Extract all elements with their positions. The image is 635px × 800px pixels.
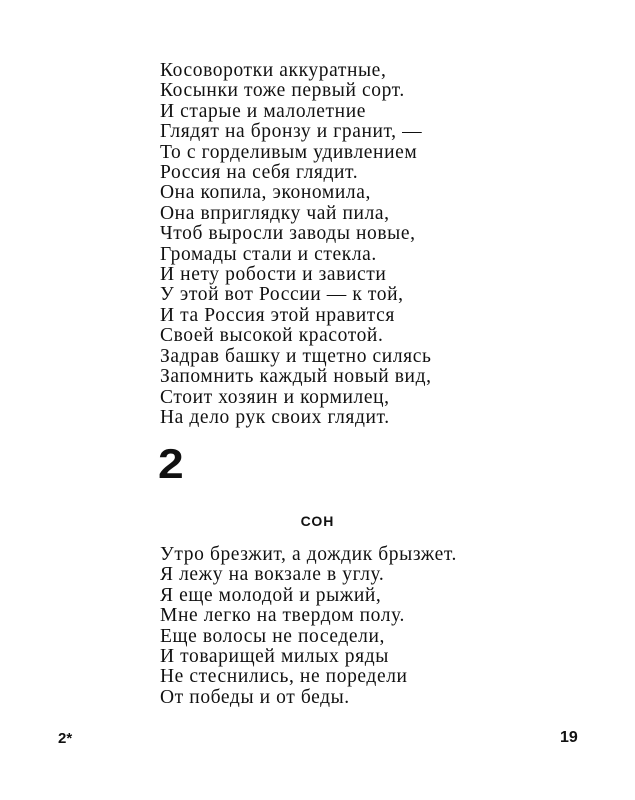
poem-line: Утро брезжит, а дождик брызжет. [160,544,457,565]
poem-line: Своей высокой красотой. [160,325,384,347]
poem-line: Мне легко на твердом полу. [160,605,405,627]
poem-line: Она копила, экономила, [160,182,371,204]
poem-line: У этой вот России — к той, [160,284,404,306]
page-number: 19 [560,729,578,746]
poem-line: Россия на себя глядит. [160,162,359,184]
poem-line: И товарищей милых ряды [160,646,389,668]
printer-signature-mark: 2* [58,730,73,747]
poem-line: Еще волосы не поседели, [160,625,385,647]
poem-line: Громады стали и стекла. [160,243,377,265]
poem-stanza-2 [160,545,457,708]
section-number: 2 [158,440,184,487]
poem-line: Глядят на бронзу и гранит, — [160,121,423,143]
poem-line: Косынки тоже первый сорт. [160,80,405,102]
poem-title: СОН [300,513,335,529]
poem-line: На дело рук своих глядит. [160,406,390,428]
poem-line: Она вприглядку чай пила, [160,202,390,224]
poem-line: То с горделивым удивлением [160,141,418,163]
poem-line: Я еще молодой и рыжий, [160,584,382,606]
poem-line: Не стеснились, не поредели [160,666,408,688]
poem-line: Стоит хозяин и кормилец, [160,386,390,408]
poem-line: Чтоб выросли заводы новые, [160,223,416,245]
poem-stanza-1 [160,61,432,428]
poem-line: Задрав башку и тщетно силясь [160,345,432,367]
poem-line: От победы и от беды. [160,686,350,708]
poem-line: И та Россия этой нравится [160,304,395,326]
poem-line: Запомнить каждый новый вид, [160,366,432,388]
poem-line: И старые и малолетние [160,100,367,122]
poem-line: Косоворотки аккуратные, [160,60,387,81]
poem-line: И нету робости и зависти [160,264,387,286]
poem-line: Я лежу на вокзале в углу. [160,564,385,586]
